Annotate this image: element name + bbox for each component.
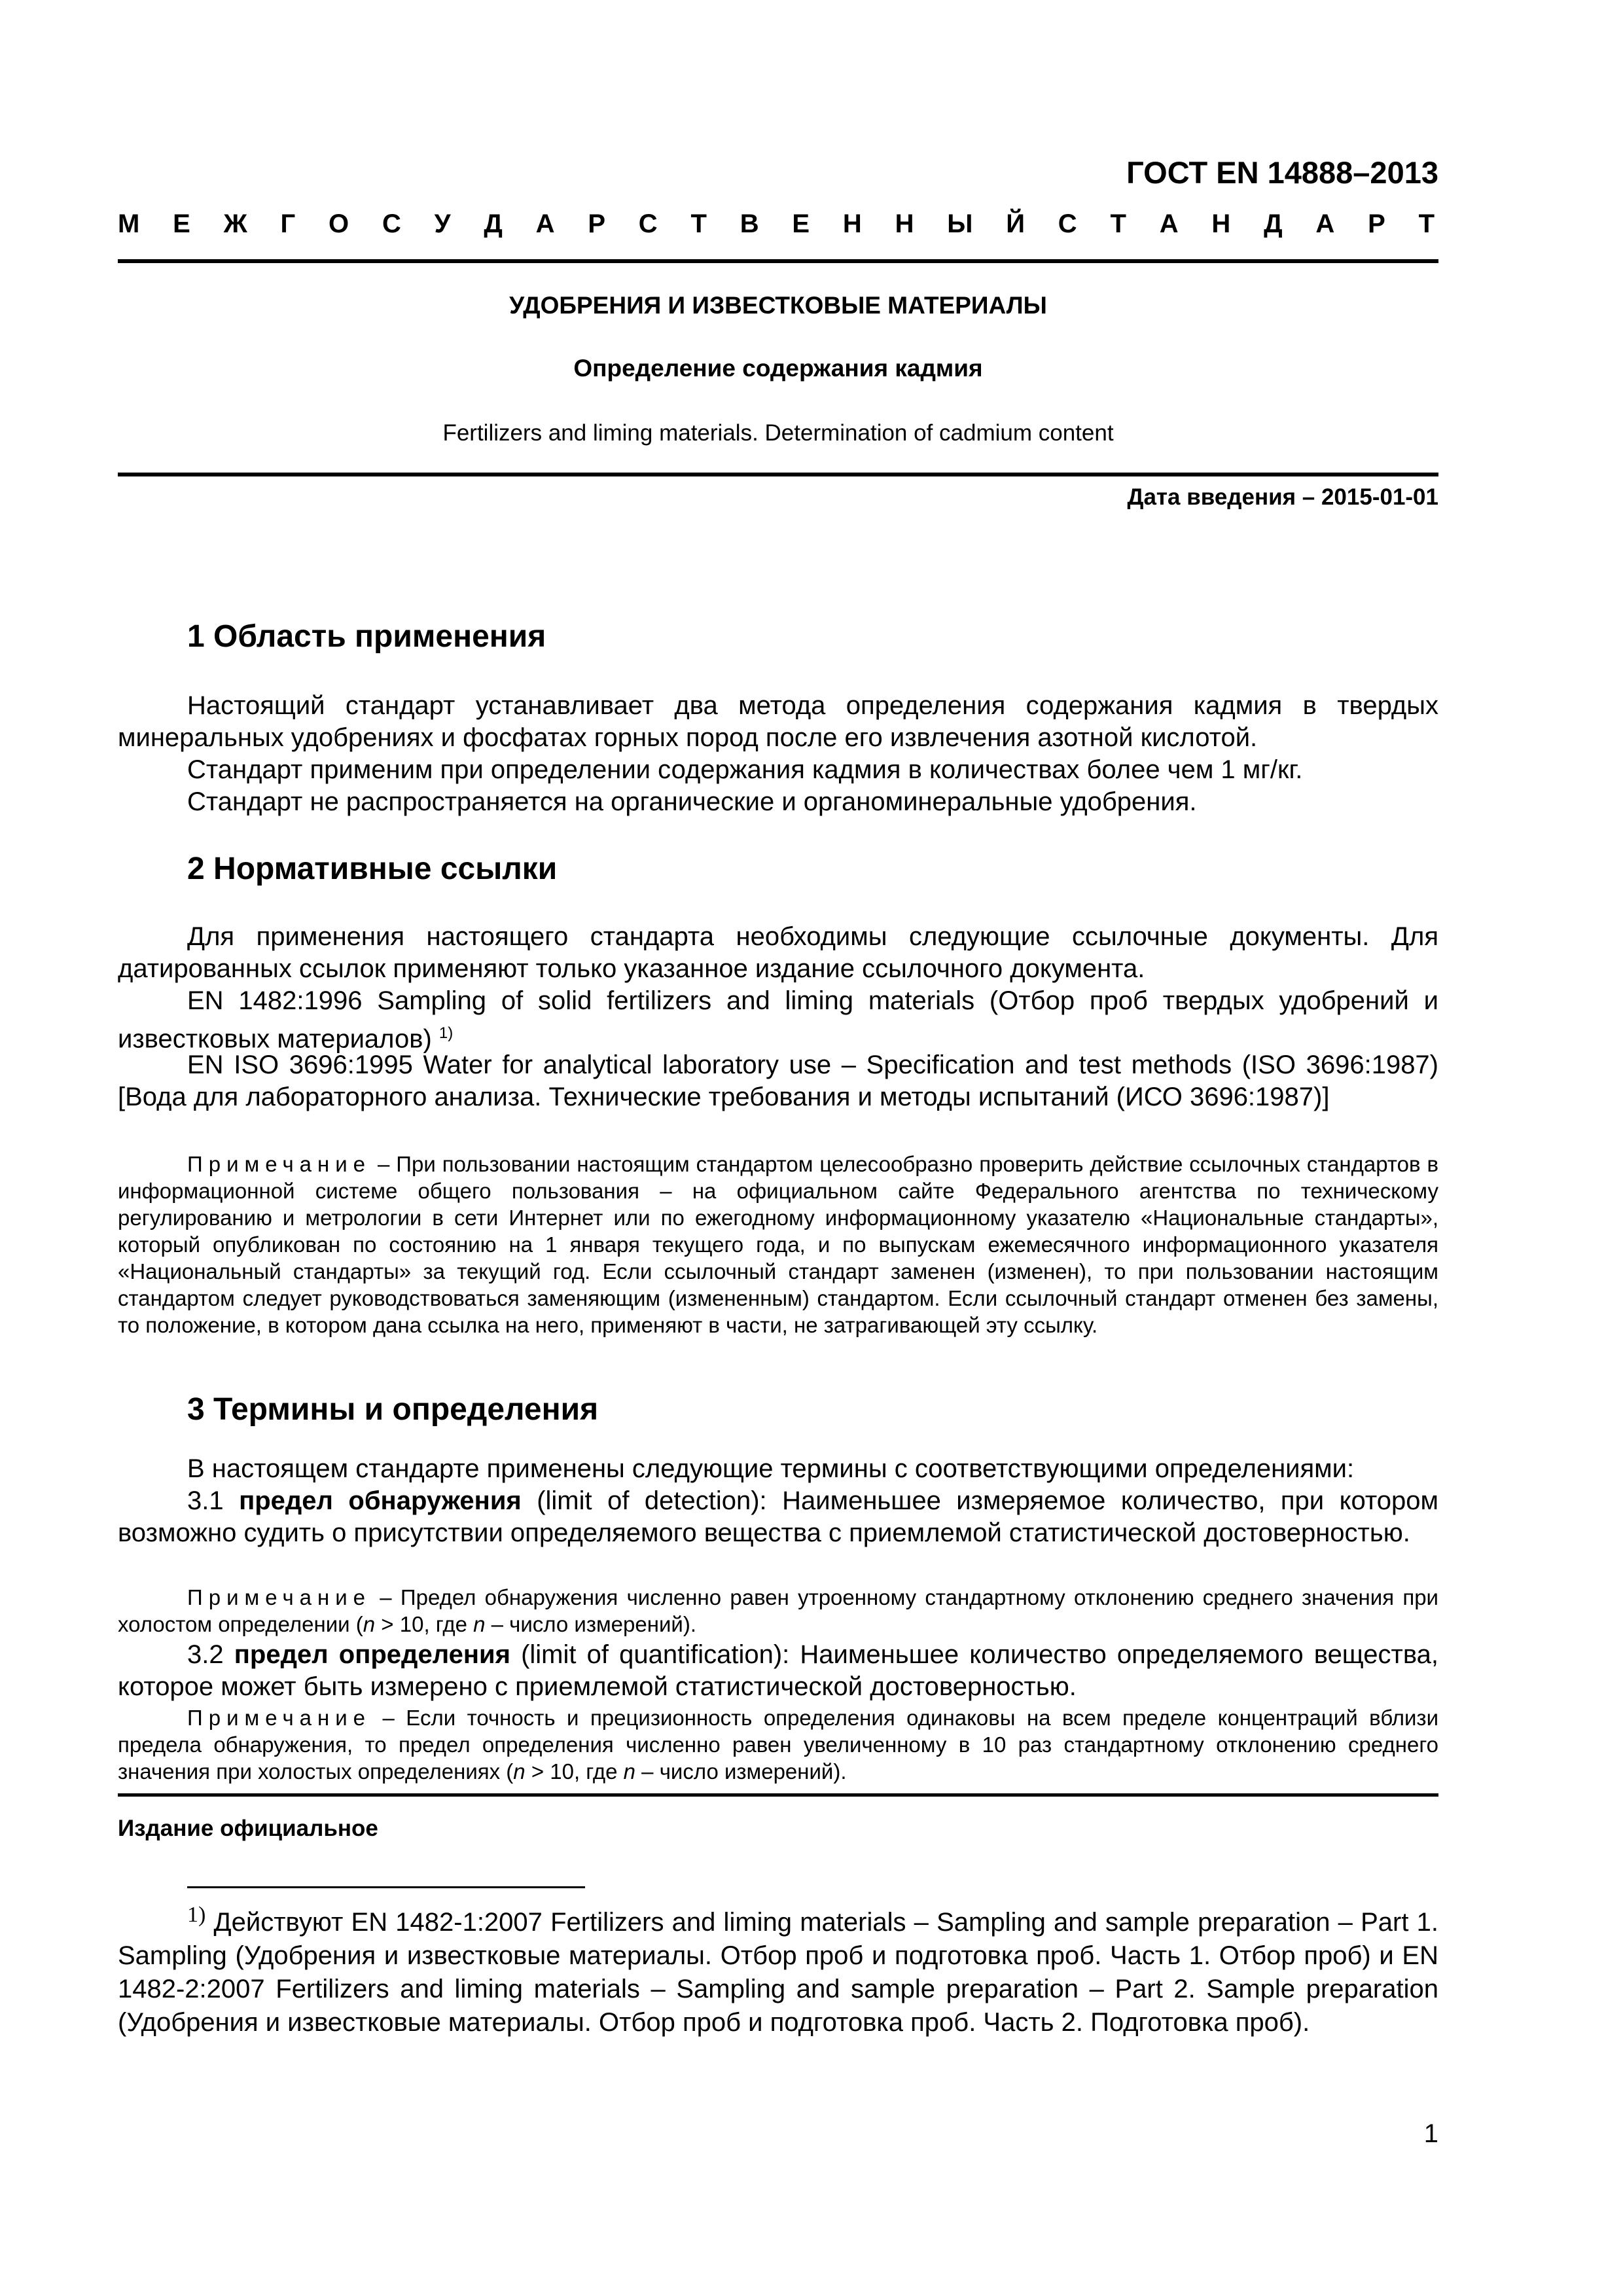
section-heading-terms: 3 Термины и определения	[187, 1392, 599, 1427]
scope-paragraph-2: Стандарт применим при определении содержания кадмия в количествах более чем 1 мг/кг.	[187, 755, 1303, 784]
term-1-note: Примечание – Предел обнаружения численно равен утроенному стандартному отклонению среднего значения при холостом определении (n > 10, где n – число измерений).	[118, 1585, 1438, 1636]
effective-date: Дата введения – 2015-01-01	[1127, 484, 1438, 510]
references-paragraph-1: Для применения настоящего стандарта необходимы следующие ссылочные документы. Для датированных ссылок применяют только указанное издание ссылочного документа.	[118, 922, 1438, 983]
reference-en-iso-3696: EN ISO 3696:1995 Water for analytical laboratory use – Specification and test methods (ISO 3696:1987) [Вода для лабораторного анализа. Технические требования и методы испытаний (ИСО 3696:1987)]	[118, 1050, 1438, 1111]
scope-paragraph-1: Настоящий стандарт устанавливает два метода определения содержания кадмия в твердых минеральных удобрениях и фосфатах горных пород после его извлечения азотной кислотой.	[118, 691, 1438, 752]
footnote: $^{1)}$ Действуют EN 1482-1:2007 Fertilizers and liming materials – Sampling and sample preparation – Part 1. Sampling (Удобрения и известковые материалы. Отбор проб и подготовка проб. Часть 1. Отбор проб) и EN 1482-2:2007 Fertilizers and liming materials – Sampling and sample preparation – Part 2. Sample preparation (Удобрения и известковые материалы. Отбор проб и подготовка проб. Часть 2. Подготовка проб).	[118, 1903, 1438, 2037]
section-heading-scope: 1 Область применения	[187, 619, 546, 654]
references-note: Примечание – При пользовании настоящим стандартом целесообразно проверить действие ссылочных стандартов в информационной системе общего пользования – на официальном сайте Федерального агентства по техническому регулированию и метрологии в сети Интернет или по ежегодному информационному указателю «Национальные стандарты», который опубликован по состоянию на 1 января текущего года, и по выпускам ежемесячного информационного указателя «Национальный стандарты» за текущий год. Если ссылочный стандарт заменен (изменен), то при пользовании настоящим стандартом следует руководствоваться заменяющим (измененным) стандартом. Если ссылочный стандарт отменен без замены, то положение, в котором дана ссылка на него, применяют в части, не затрагивающей эту ссылку.	[118, 1152, 1438, 1337]
standard-number: ГОСТ EN 14888–2013	[1126, 155, 1438, 190]
terms-intro: В настоящем стандарте применены следующие термины с соответствующими определениями:	[187, 1454, 1355, 1483]
term-2-note: Примечание – Если точность и прецизионность определения одинаковы на всем пределе концентраций вблизи предела обнаружения, то предел определения численно равен увеличенному в 10 раз стандартному отклонению среднего значения при холостых определениях (n > 10, где n – число измерений).	[118, 1706, 1438, 1784]
term-limit-of-quantification: 3.2 предел определения (limit of quantification): Наименьшее количество определяемого вещества, которое может быть измерено с приемлемой статистической достоверностью.	[118, 1640, 1438, 1701]
footnote-mark: 1)	[187, 1903, 206, 1927]
body-end-rule	[118, 1793, 1438, 1797]
footnote-reference: 1)	[438, 1024, 454, 1042]
term-limit-of-detection: 3.1 предел обнаружения (limit of detection): Наименьшее измеряемое количество, при котором возможно судить о присутствии определяемого вещества с приемлемой статистической достоверностью.	[118, 1486, 1439, 1547]
header-rule	[118, 259, 1438, 263]
document-title-english: Fertilizers and liming materials. Determination of cadmium content	[442, 420, 1114, 446]
reference-en-1482: EN 1482:1996 Sampling of solid fertilizers and liming materials (Отбор проб твердых удобрений и известковых материалов) $^{1)}$	[118, 986, 1438, 1054]
official-edition-label: Издание официальное	[118, 1816, 378, 1841]
interstate-standard-banner: М Е Ж Г О С У Д А Р С Т В Е Н Н Ы Й С Т А Н Д А Р Т	[118, 209, 1438, 238]
footnote-separator	[187, 1886, 585, 1888]
document-title: УДОБРЕНИЯ И ИЗВЕСТКОВЫЕ МАТЕРИАЛЫ	[509, 292, 1047, 319]
section-heading-references: 2 Нормативные ссылки	[187, 852, 558, 886]
page-number: 1	[1423, 2119, 1438, 2148]
document-subtitle: Определение содержания кадмия	[573, 355, 983, 382]
title-rule	[118, 473, 1438, 476]
scope-paragraph-3: Стандарт не распространяется на органические и органоминеральные удобрения.	[187, 787, 1197, 816]
